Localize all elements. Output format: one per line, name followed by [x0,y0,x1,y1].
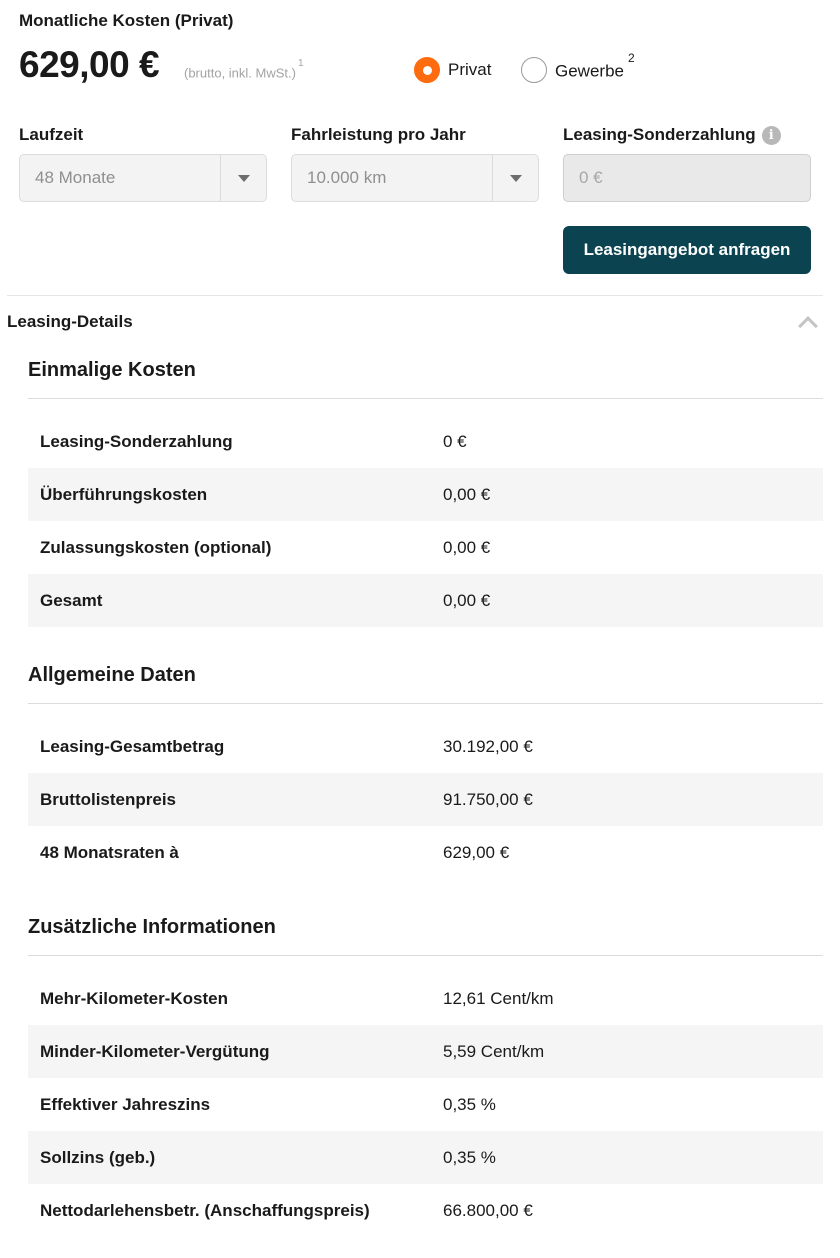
table-row [28,1184,823,1237]
radio-gewerbe[interactable] [521,50,635,83]
row-label: Bruttolistenpreis [40,789,177,809]
table-row [28,1025,823,1078]
section-divider [28,398,823,399]
row-value: 66.800,00 € [443,1200,533,1220]
table-row [28,468,823,521]
row-value: 5,59 Cent/km [443,1041,545,1061]
laufzeit-label: Laufzeit [19,125,84,144]
gewerbe-footnote: 2 [627,50,635,65]
row-value: 12,61 Cent/km [443,988,554,1008]
monthly-price: 629,00 € [19,44,160,85]
row-label: Gesamt [40,590,103,610]
price-note-text: (brutto, inkl. MwSt.) [184,65,296,81]
row-label: Nettodarlehensbetr. (Anschaffungspreis) [40,1200,370,1220]
table-row [28,1078,823,1131]
row-value: 0,00 € [443,484,491,504]
table-row [28,720,823,773]
price-note [184,58,304,81]
row-label: Effektiver Jahreszins [40,1094,211,1114]
table-row [28,574,823,627]
row-label: Zulassungskosten (optional) [40,537,272,557]
row-value: 91.750,00 € [443,789,533,809]
sonderzahlung-label [563,125,781,145]
radio-gewerbe-text[interactable]: Gewerbe [555,61,624,81]
request-offer-button[interactable]: Leasingangebot anfragen [563,226,811,274]
leasing-details-toggle[interactable] [7,310,823,334]
table-row [28,415,823,468]
table-row [28,972,823,1025]
row-value: 30.192,00 € [443,736,533,756]
sonderzahlung-label-text: Leasing-Sonderzahlung [563,125,756,144]
radio-privat[interactable] [414,57,491,83]
sonderzahlung-placeholder[interactable]: 0 € [579,168,603,187]
row-value: 629,00 € [443,842,510,862]
monthly-cost-title: Monatliche Kosten (Privat) [19,11,234,30]
table-row [28,773,823,826]
radio-gewerbe-circle[interactable] [521,57,547,83]
row-value: 0,00 € [443,590,491,610]
leasing-details-title[interactable]: Leasing-Details [7,312,133,331]
price-footnote: 1 [297,58,304,69]
laufzeit-chevron-down-icon[interactable] [220,155,266,201]
row-value: 0,35 % [443,1094,496,1114]
table-row [28,1131,823,1184]
section-divider [28,955,823,956]
fahrleistung-value[interactable]: 10.000 km [307,168,387,187]
chevron-up-icon[interactable] [798,316,818,336]
row-label: Minder-Kilometer-Vergütung [40,1041,270,1061]
row-label: Leasing-Gesamtbetrag [40,736,225,756]
section-title-allgemeine-daten: Allgemeine Daten [28,664,196,686]
row-label: 48 Monatsraten à [40,842,179,862]
fahrleistung-chevron-down-icon[interactable] [492,155,538,201]
row-label: Mehr-Kilometer-Kosten [40,988,228,1008]
section-divider [28,703,823,704]
section-title-einmalige-kosten: Einmalige Kosten [28,359,196,381]
table-row [28,521,823,574]
info-icon[interactable]: i [762,126,781,145]
laufzeit-value[interactable]: 48 Monate [35,168,116,187]
row-value: 0,00 € [443,537,491,557]
section-title-zusaetzliche-informationen: Zusätzliche Informationen [28,916,276,938]
row-label: Sollzins (geb.) [40,1147,156,1167]
radio-privat-text[interactable]: Privat [448,60,492,79]
fahrleistung-select[interactable] [291,154,539,202]
radio-privat-label[interactable] [448,60,491,80]
sonderzahlung-input[interactable] [563,154,811,202]
radio-gewerbe-label[interactable] [555,50,635,82]
row-value: 0,35 % [443,1147,496,1167]
table-row [28,826,823,879]
row-label: Leasing-Sonderzahlung [40,431,233,451]
row-value: 0 € [443,431,467,451]
row-label: Überführungskosten [40,484,208,504]
radio-privat-circle[interactable] [414,57,440,83]
laufzeit-select[interactable] [19,154,267,202]
fahrleistung-label: Fahrleistung pro Jahr [291,125,466,144]
divider [7,295,823,296]
